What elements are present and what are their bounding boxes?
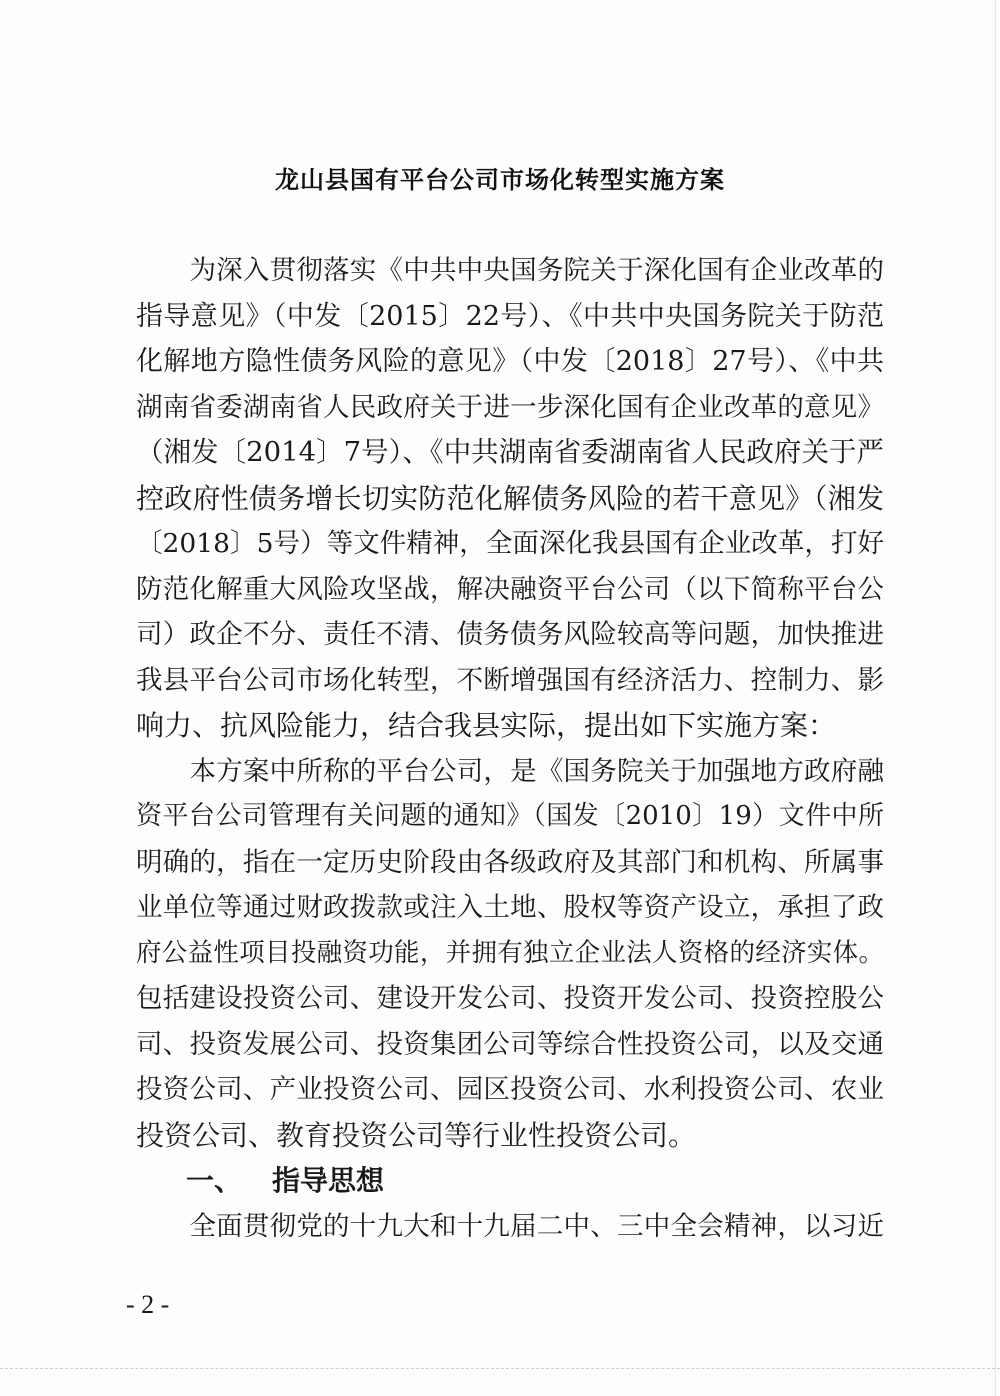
paragraph-line: 指导意见》（中发〔2015〕22号）、《中共中央国务院关于防范 [136,300,884,332]
paragraph-line: 业单位等通过财政拨款或注入土地、股权等资产设立，承担了政 [136,892,884,923]
paragraph-line: 控政府性债务增长切实防范化解债务风险的若干意见》（湘发 [136,481,884,515]
paragraph-line: 为深入贯彻落实《中共中央国务院关于深化国有企业改革的 [136,255,884,286]
paragraph-line: 投资公司、产业投资公司、园区投资公司、水利投资公司、农业 [136,1074,884,1105]
paragraph-line: 全面贯彻党的十九大和十九届二中、三中全会精神，以习近 [136,1210,884,1242]
section-heading [136,1158,884,1204]
paragraph-line: 资平台公司管理有关问题的通知》（国发〔2010〕19）文件中所 [136,801,884,831]
paragraph-line: 投资公司、教育投资公司等行业性投资公司。 [136,1118,697,1152]
scan-edge-line [995,0,996,1396]
paragraph-line: 湖南省委湖南省人民政府关于进一步深化国有企业改革的意见》 [136,391,884,423]
document-title: 龙山县国有平台公司市场化转型实施方案 [275,165,725,194]
document-body [136,248,884,1249]
paragraph-line: 防范化解重大风险攻坚战，解决融资平台公司（以下简称平台公 [136,573,884,605]
paragraph-line: 我县平台公司市场化转型，不断增强国有经济活力、控制力、影 [136,664,884,696]
paragraph-line: 明确的，指在一定历史阶段由各级政府及其部门和机构、所属事 [136,846,884,878]
paragraph-line: （湘发〔2014〕7号）、《中共湖南省委湖南省人民政府关于严 [136,436,884,468]
paragraph-line: 府公益性项目投融资功能，并拥有独立企业法人资格的经济实体。 [136,937,884,968]
section-number: 一、 [186,1164,243,1197]
paragraph-line: 〔2018〕5号）等文件精神，全面深化我县国有企业改革，打好 [136,528,884,559]
paragraph-line: 本方案中所称的平台公司，是《国务院关于加强地方政府融 [136,755,884,787]
paragraph-line: 司、投资发展公司、投资集团公司等综合性投资公司，以及交通 [136,1028,884,1060]
paragraph-line: 化解地方隐性债务风险的意见》（中发〔2018〕27号）、《中共 [136,346,884,377]
section-title: 指导思想 [272,1164,385,1197]
paragraph-line: 包括建设投资公司、建设开发公司、投资开发公司、投资控股公 [136,983,884,1014]
page-number: - 2 - [126,1290,170,1319]
paragraph-line: 响力、抗风险能力，结合我县实际，提出如下实施方案： [136,709,837,742]
paragraph-line: 司）政企不分、责任不清、债务债务风险较高等问题，加快推进 [136,619,884,650]
scan-bottom-line [0,1368,1000,1370]
